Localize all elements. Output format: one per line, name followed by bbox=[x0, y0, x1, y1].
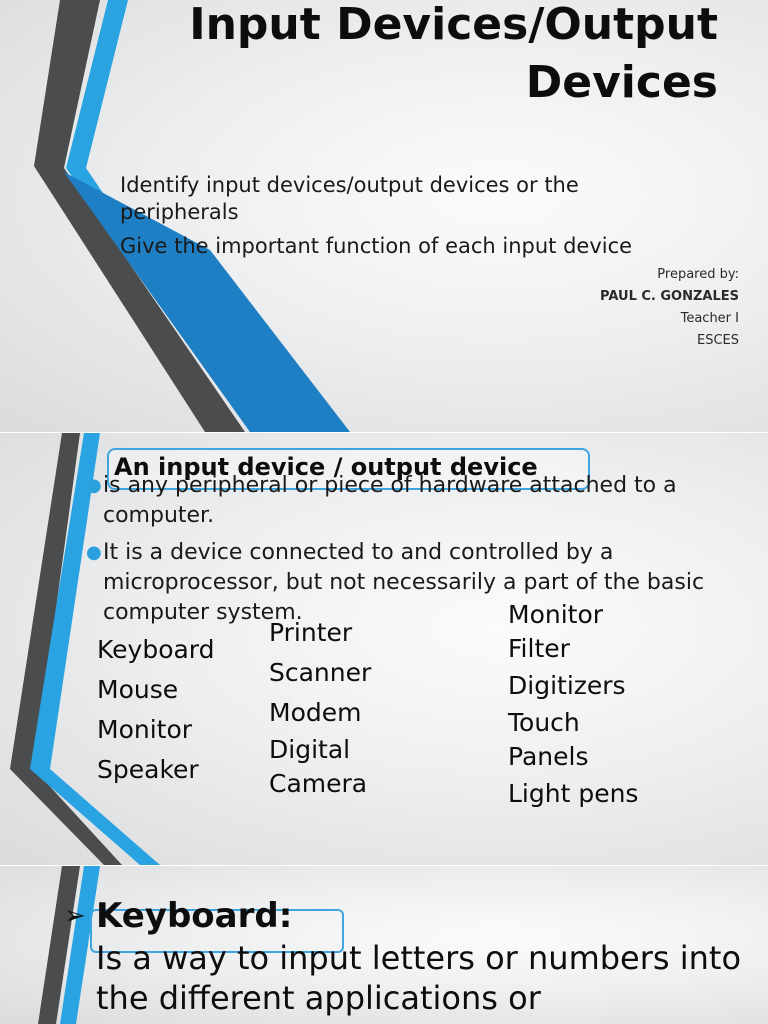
device-item: Keyboard bbox=[97, 635, 215, 664]
objectives-list bbox=[120, 172, 680, 267]
device-column-2 bbox=[269, 613, 371, 801]
slide-title-text: Input Devices/Output Devices bbox=[189, 0, 718, 108]
credits bbox=[439, 264, 739, 352]
bullet-text: is any peripheral or piece of hardware attached to a computer. bbox=[103, 473, 677, 528]
device-item: Modem bbox=[269, 698, 362, 727]
arrow-bullet-icon: ➢ bbox=[64, 901, 86, 931]
device-item: Speaker bbox=[97, 755, 199, 784]
device-column-1 bbox=[97, 630, 215, 790]
bullet-dot: ● bbox=[86, 542, 102, 563]
bullet-text: It is a device connected to and controlled by a microprocessor, but not necessarily a part of the basic computer system. bbox=[103, 540, 705, 625]
bullet-item bbox=[86, 538, 766, 628]
author-name: PAUL C. GONZALES bbox=[600, 289, 739, 304]
author-position: Teacher I bbox=[680, 311, 739, 326]
keyboard-description: Is a way to input letters or numbers into the different applications or bbox=[96, 939, 742, 1017]
slide-definition bbox=[0, 433, 768, 865]
slide-keyboard bbox=[0, 866, 768, 1024]
objective-item: Give the important function of each input device bbox=[120, 234, 633, 258]
device-item: Light pens bbox=[508, 779, 639, 808]
device-item: Touch bbox=[508, 708, 580, 737]
slide-title bbox=[0, 0, 768, 432]
device-item: Digitizers bbox=[508, 671, 626, 700]
device-item: Digital bbox=[269, 735, 351, 764]
device-item: Scanner bbox=[269, 658, 372, 687]
bullet-dot: ● bbox=[86, 475, 102, 496]
device-item: Monitor bbox=[508, 600, 604, 629]
device-item: Camera bbox=[269, 769, 368, 798]
bullet-item bbox=[86, 471, 766, 531]
device-item: Panels bbox=[508, 742, 589, 771]
objective-item: Identify input devices/output devices or the peripherals bbox=[120, 173, 579, 224]
keyboard-heading: Keyboard: bbox=[96, 896, 293, 936]
device-item: Printer bbox=[269, 618, 353, 647]
device-column-3 bbox=[508, 598, 638, 814]
prepared-by-label: Prepared by: bbox=[657, 267, 739, 282]
callout-text: An input device / output device bbox=[114, 453, 538, 481]
device-item: Filter bbox=[508, 634, 570, 663]
device-item: Mouse bbox=[97, 675, 179, 704]
school-name: ESCES bbox=[696, 333, 739, 348]
device-item: Monitor bbox=[97, 715, 193, 744]
